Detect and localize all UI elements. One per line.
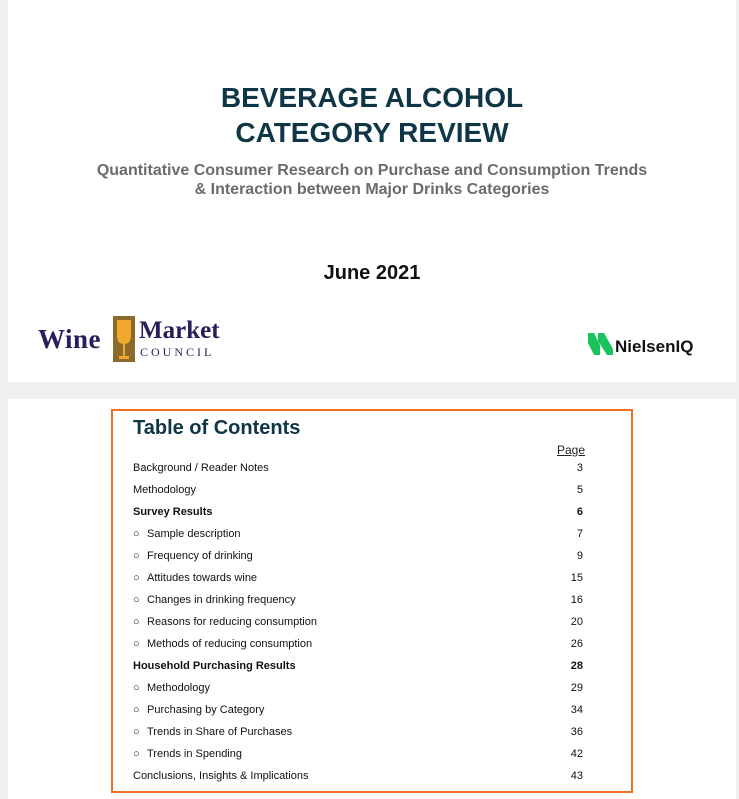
toc-entry[interactable]: [133, 682, 593, 698]
toc-entry-page: 26: [570, 638, 583, 650]
toc-entry-label: Changes in drinking frequency: [147, 594, 296, 606]
circle-bullet-icon: ○: [133, 682, 140, 694]
report-title-line1: BEVERAGE ALCOHOL: [220, 82, 524, 113]
toc-entry-page: 20: [570, 616, 583, 628]
toc-entry-page: 36: [570, 726, 583, 738]
toc-entry-page: 28: [570, 660, 583, 672]
toc-entry-page: 7: [576, 528, 583, 540]
toc-entry-label: Reasons for reducing consumption: [147, 616, 317, 628]
toc-page-header: Page: [557, 443, 586, 457]
toc-entry-page: 3: [576, 462, 583, 474]
nielseniq-wordmark: NielsenIQ: [615, 337, 694, 356]
toc-entry-label: Methods of reducing consumption: [147, 638, 313, 650]
wine-glass-icon: [113, 316, 135, 362]
toc-entry-page: 34: [570, 704, 583, 716]
toc-entry-page: 6: [576, 506, 583, 518]
toc-entry-label: Purchasing by Category: [147, 704, 265, 716]
report-date: June 2021: [323, 262, 421, 284]
toc-entry-page: 5: [576, 484, 583, 496]
toc-entry-label: Background / Reader Notes: [133, 462, 269, 474]
report-title-line2: CATEGORY REVIEW: [235, 117, 509, 148]
toc-box: [111, 409, 633, 793]
toc-entry[interactable]: [133, 594, 593, 610]
toc-entry[interactable]: [133, 638, 593, 654]
toc-entry-label: Attitudes towards wine: [147, 572, 258, 584]
wmc-logo-word-wine: Wine: [38, 324, 102, 354]
toc-entry-page: 43: [570, 770, 583, 782]
nielseniq-logo: [588, 332, 718, 362]
toc-entry-label: Survey Results: [133, 506, 213, 518]
toc-entry[interactable]: [133, 528, 593, 544]
toc-entry[interactable]: [133, 748, 593, 764]
report-subtitle-line1: Quantitative Consumer Research on Purchase and Consumption Trends: [96, 162, 648, 179]
toc-entry[interactable]: [133, 506, 593, 522]
toc-entry[interactable]: [133, 462, 593, 478]
toc-entry-label: Trends in Spending: [147, 748, 242, 760]
circle-bullet-icon: ○: [133, 594, 140, 606]
toc-entry-label: Frequency of drinking: [147, 550, 253, 562]
toc-entry-label: Household Purchasing Results: [133, 660, 296, 672]
toc-page: [8, 399, 736, 799]
toc-entry-label: Conclusions, Insights & Implications: [133, 770, 309, 782]
toc-entry[interactable]: [133, 726, 593, 742]
toc-entry[interactable]: [133, 704, 593, 720]
toc-entry-page: 15: [570, 572, 583, 584]
toc-entry-label: Trends in Share of Purchases: [147, 726, 293, 738]
toc-entry-page: 29: [570, 682, 583, 694]
circle-bullet-icon: ○: [133, 748, 140, 760]
circle-bullet-icon: ○: [133, 704, 140, 716]
circle-bullet-icon: ○: [133, 572, 140, 584]
circle-bullet-icon: ○: [133, 638, 140, 650]
circle-bullet-icon: ○: [133, 528, 140, 540]
toc-entry-label: Methodology: [133, 484, 196, 496]
cover-page: [8, 0, 736, 382]
toc-entry[interactable]: [133, 550, 593, 566]
toc-entry[interactable]: [133, 616, 593, 632]
circle-bullet-icon: ○: [133, 550, 140, 562]
toc-entry[interactable]: [133, 484, 593, 500]
toc-entry-page: 42: [570, 748, 583, 760]
circle-bullet-icon: ○: [133, 616, 140, 628]
wmc-logo-word-market: Market: [139, 317, 220, 344]
toc-title: Table of Contents: [133, 417, 301, 439]
toc-entry[interactable]: [133, 660, 593, 676]
circle-bullet-icon: ○: [133, 726, 140, 738]
toc-entry[interactable]: [133, 572, 593, 588]
toc-entry-page: 16: [570, 594, 583, 606]
toc-entry-label: Methodology: [147, 682, 210, 694]
nielseniq-mark-icon: [588, 333, 613, 355]
report-subtitle-line2: & Interaction between Major Drinks Categories: [194, 181, 550, 198]
wine-market-council-logo: [38, 314, 228, 364]
wmc-logo-word-council: COUNCIL: [140, 345, 215, 359]
toc-entry-page: 9: [576, 550, 583, 562]
toc-entry-label: Sample description: [147, 528, 241, 540]
toc-entry[interactable]: [133, 770, 593, 786]
